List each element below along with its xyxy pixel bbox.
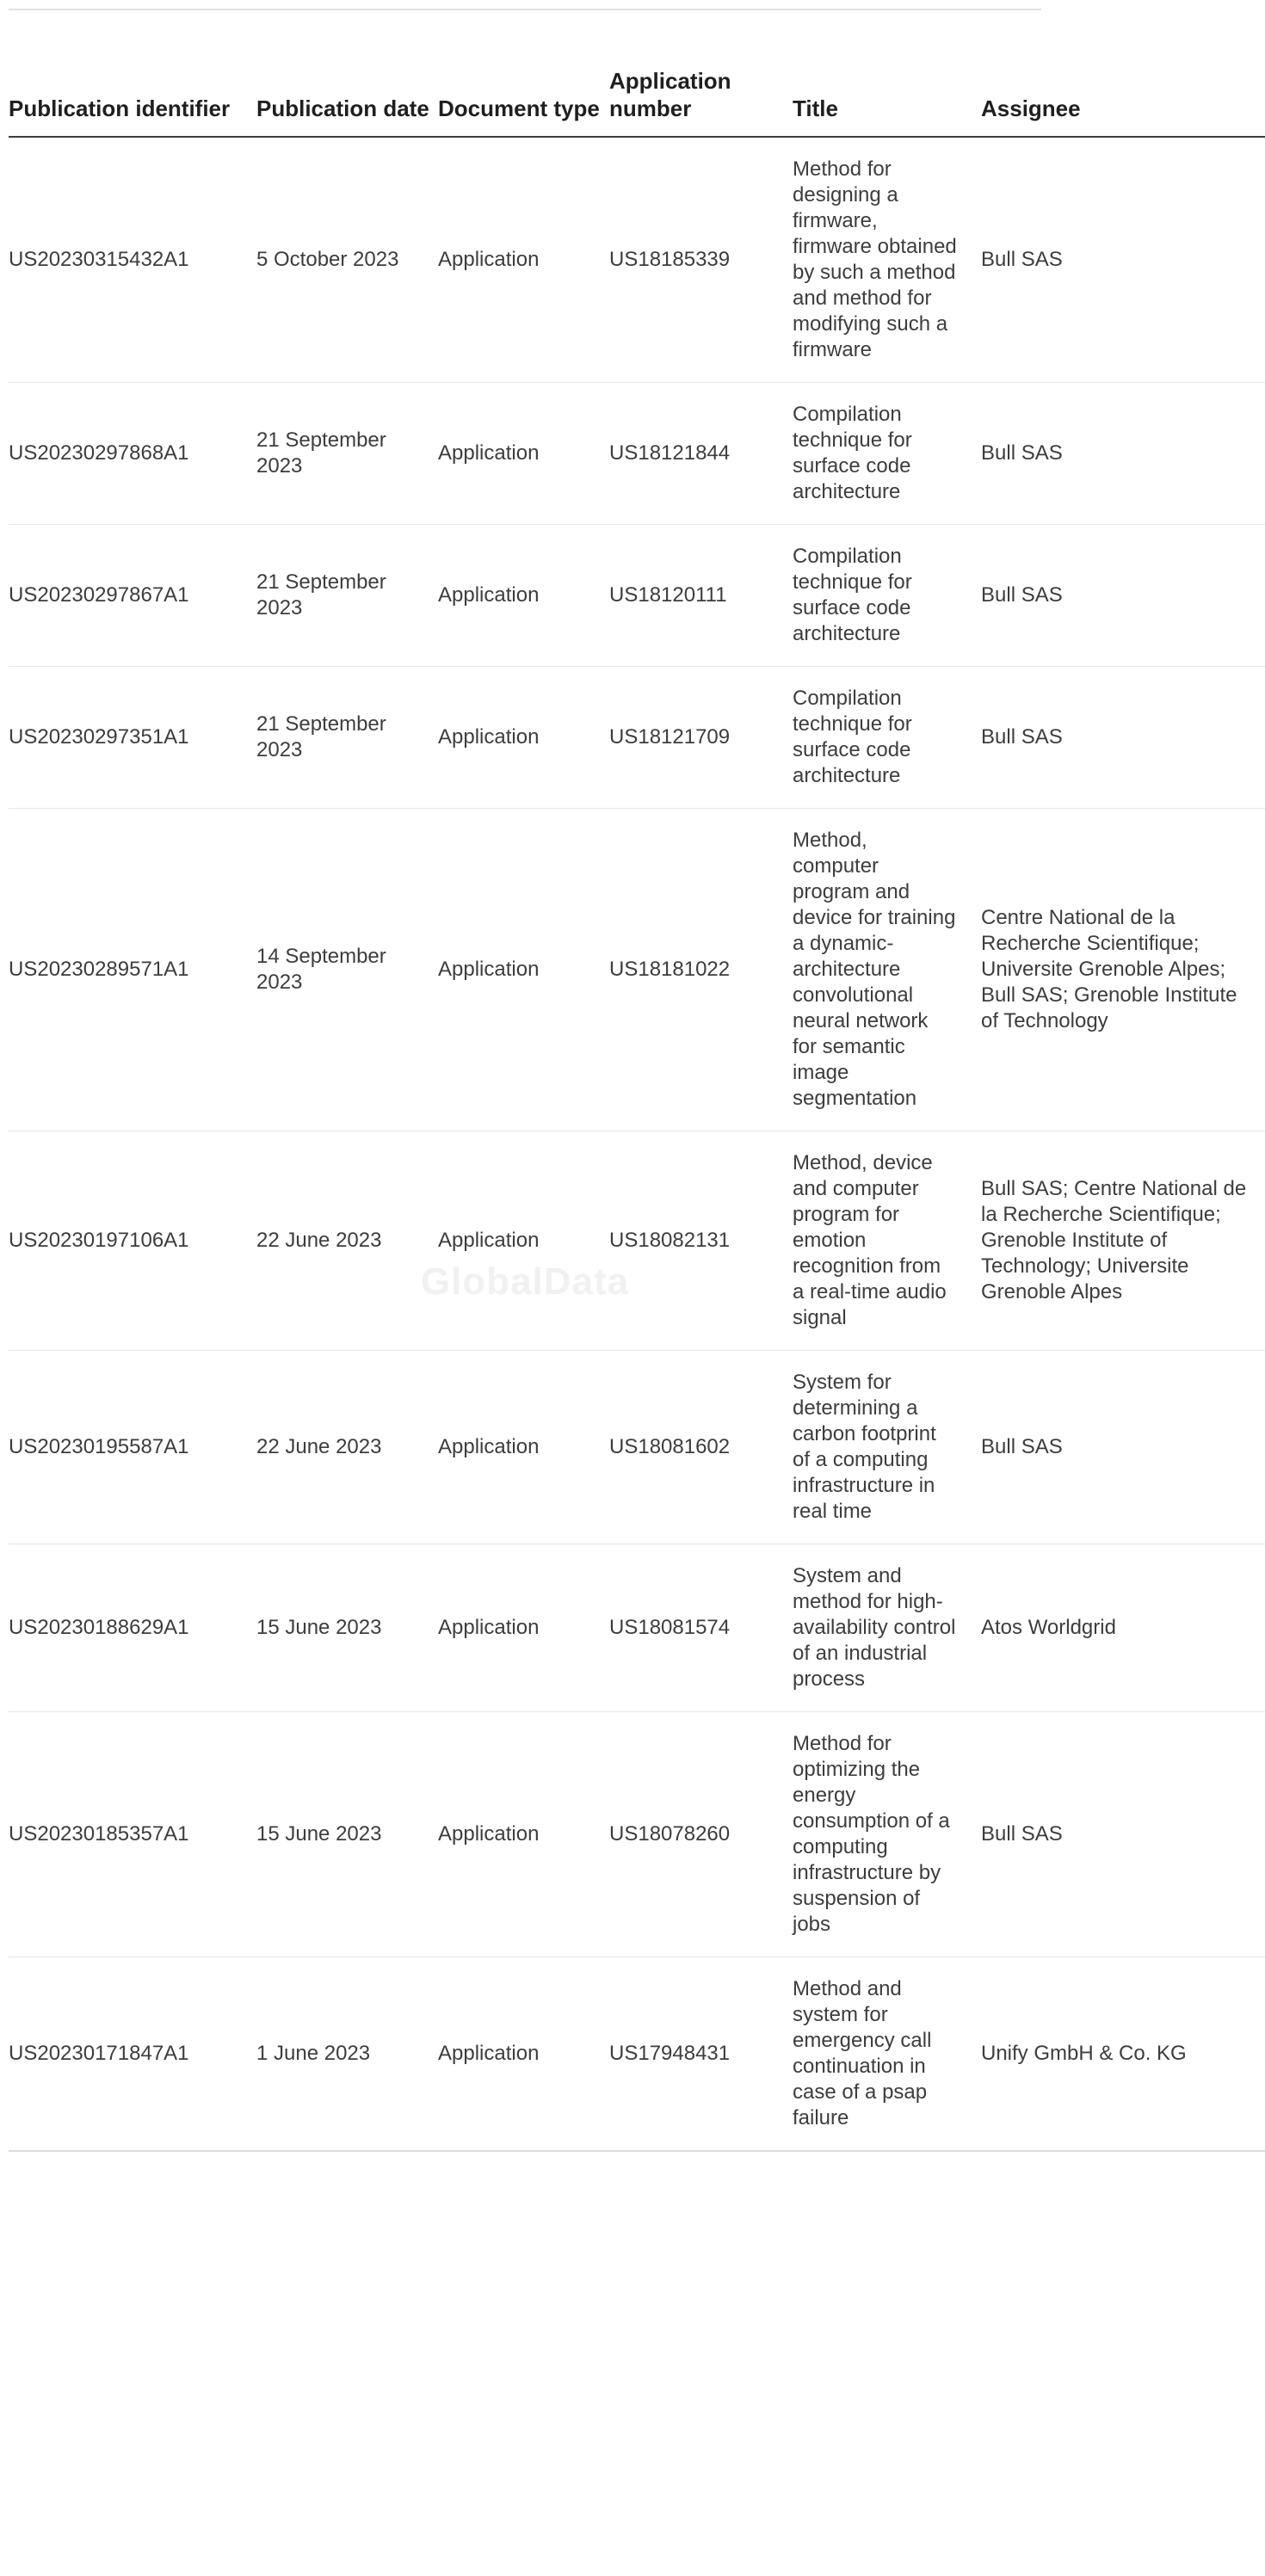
header-title: Title <box>793 67 981 137</box>
patent-table-container[interactable] <box>9 67 1247 2571</box>
cell-publication-identifier: US20230171847A1 <box>9 1957 256 2152</box>
cell-publication-date: 1 June 2023 <box>256 1957 438 2152</box>
cell-title: Method for optimizing the energy consumption of a computing infrastructure by suspension of jobs <box>793 1712 981 1957</box>
cell-document-type: Application <box>438 137 609 383</box>
cell-application-number: US18120111 <box>609 525 793 667</box>
table-row <box>9 1351 1265 1544</box>
cell-publication-identifier: US20230289571A1 <box>9 809 256 1131</box>
cell-assignee: Bull SAS; Centre National de la Recherche Scientifique; Grenoble Institute of Technology; Universite Grenoble Alpes <box>981 1131 1265 1351</box>
cell-publication-date: 5 October 2023 <box>256 137 438 383</box>
cell-application-number: US18078260 <box>609 1712 793 1957</box>
cell-document-type: Application <box>438 1351 609 1544</box>
cell-publication-date: 15 June 2023 <box>256 1712 438 1957</box>
table-row <box>9 137 1265 383</box>
cell-title: Method and system for emergency call continuation in case of a psap failure <box>793 1957 981 2152</box>
cell-publication-identifier: US20230195587A1 <box>9 1351 256 1544</box>
cell-publication-identifier: US20230297351A1 <box>9 667 256 809</box>
cell-document-type: Application <box>438 383 609 525</box>
table-row <box>9 383 1265 525</box>
header-application-number: Application number <box>609 67 793 137</box>
cell-publication-identifier: US20230297868A1 <box>9 383 256 525</box>
table-row <box>9 1957 1265 2152</box>
top-divider <box>9 9 1041 10</box>
header-publication-identifier: Publication identifier <box>9 67 256 137</box>
cell-document-type: Application <box>438 1712 609 1957</box>
cell-title: Compilation technique for surface code architecture <box>793 667 981 809</box>
cell-document-type: Application <box>438 667 609 809</box>
table-row <box>9 1131 1265 1351</box>
cell-assignee: Bull SAS <box>981 1351 1265 1544</box>
cell-publication-date: 21 September 2023 <box>256 525 438 667</box>
cell-document-type: Application <box>438 1957 609 2152</box>
header-document-type: Document type <box>438 67 609 137</box>
table-header-row <box>9 67 1265 137</box>
table-row <box>9 809 1265 1131</box>
watermark-logo: GlobalData <box>420 1260 630 1303</box>
header-assignee: Assignee <box>981 67 1265 137</box>
cell-assignee: Bull SAS <box>981 137 1265 383</box>
cell-application-number: US18181022 <box>609 809 793 1131</box>
cell-assignee: Unify GmbH & Co. KG <box>981 1957 1265 2152</box>
cell-publication-date: 22 June 2023 <box>256 1351 438 1544</box>
cell-document-type: Application <box>438 809 609 1131</box>
cell-title: System and method for high-availability control of an industrial process <box>793 1544 981 1712</box>
cell-title: Method, device and computer program for emotion recognition from a real-time audio signal <box>793 1131 981 1351</box>
cell-document-type: Application <box>438 1131 609 1351</box>
cell-assignee: Bull SAS <box>981 383 1265 525</box>
cell-publication-identifier: US20230185357A1 <box>9 1712 256 1957</box>
cell-assignee: Bull SAS <box>981 525 1265 667</box>
cell-assignee: Atos Worldgrid <box>981 1544 1265 1712</box>
cell-application-number: US18081602 <box>609 1351 793 1544</box>
cell-application-number: US18082131 <box>609 1131 793 1351</box>
cell-assignee: Bull SAS <box>981 1712 1265 1957</box>
cell-publication-identifier: US20230197106A1 <box>9 1131 256 1351</box>
table-row <box>9 1712 1265 1957</box>
cell-title: System for determining a carbon footprint of a computing infrastructure in real time <box>793 1351 981 1544</box>
cell-publication-date: 22 June 2023 <box>256 1131 438 1351</box>
cell-application-number: US18121709 <box>609 667 793 809</box>
cell-application-number: US18185339 <box>609 137 793 383</box>
cell-document-type: Application <box>438 1544 609 1712</box>
cell-publication-date: 21 September 2023 <box>256 667 438 809</box>
table-row <box>9 667 1265 809</box>
cell-publication-date: 14 September 2023 <box>256 809 438 1131</box>
cell-application-number: US17948431 <box>609 1957 793 2152</box>
table-row <box>9 1544 1265 1712</box>
cell-title: Compilation technique for surface code architecture <box>793 525 981 667</box>
cell-publication-date: 21 September 2023 <box>256 383 438 525</box>
cell-publication-identifier: US20230315432A1 <box>9 137 256 383</box>
table-row <box>9 525 1265 667</box>
cell-publication-identifier: US20230297867A1 <box>9 525 256 667</box>
cell-publication-identifier: US20230188629A1 <box>9 1544 256 1712</box>
cell-assignee: Bull SAS <box>981 667 1265 809</box>
cell-assignee: Centre National de la Recherche Scientifique; Universite Grenoble Alpes; Bull SAS; Grenoble Institute of Technology <box>981 809 1265 1131</box>
cell-title: Compilation technique for surface code architecture <box>793 383 981 525</box>
cell-document-type: Application <box>438 525 609 667</box>
cell-title: Method for designing a firmware, firmware obtained by such a method and method for modifying such a firmware <box>793 137 981 383</box>
cell-title: Method, computer program and device for training a dynamic-architecture convolutional neural network for semantic image segmentation <box>793 809 981 1131</box>
cell-publication-date: 15 June 2023 <box>256 1544 438 1712</box>
cell-application-number: US18081574 <box>609 1544 793 1712</box>
patent-table <box>9 67 1265 2152</box>
cell-application-number: US18121844 <box>609 383 793 525</box>
header-publication-date: Publication date <box>256 67 438 137</box>
